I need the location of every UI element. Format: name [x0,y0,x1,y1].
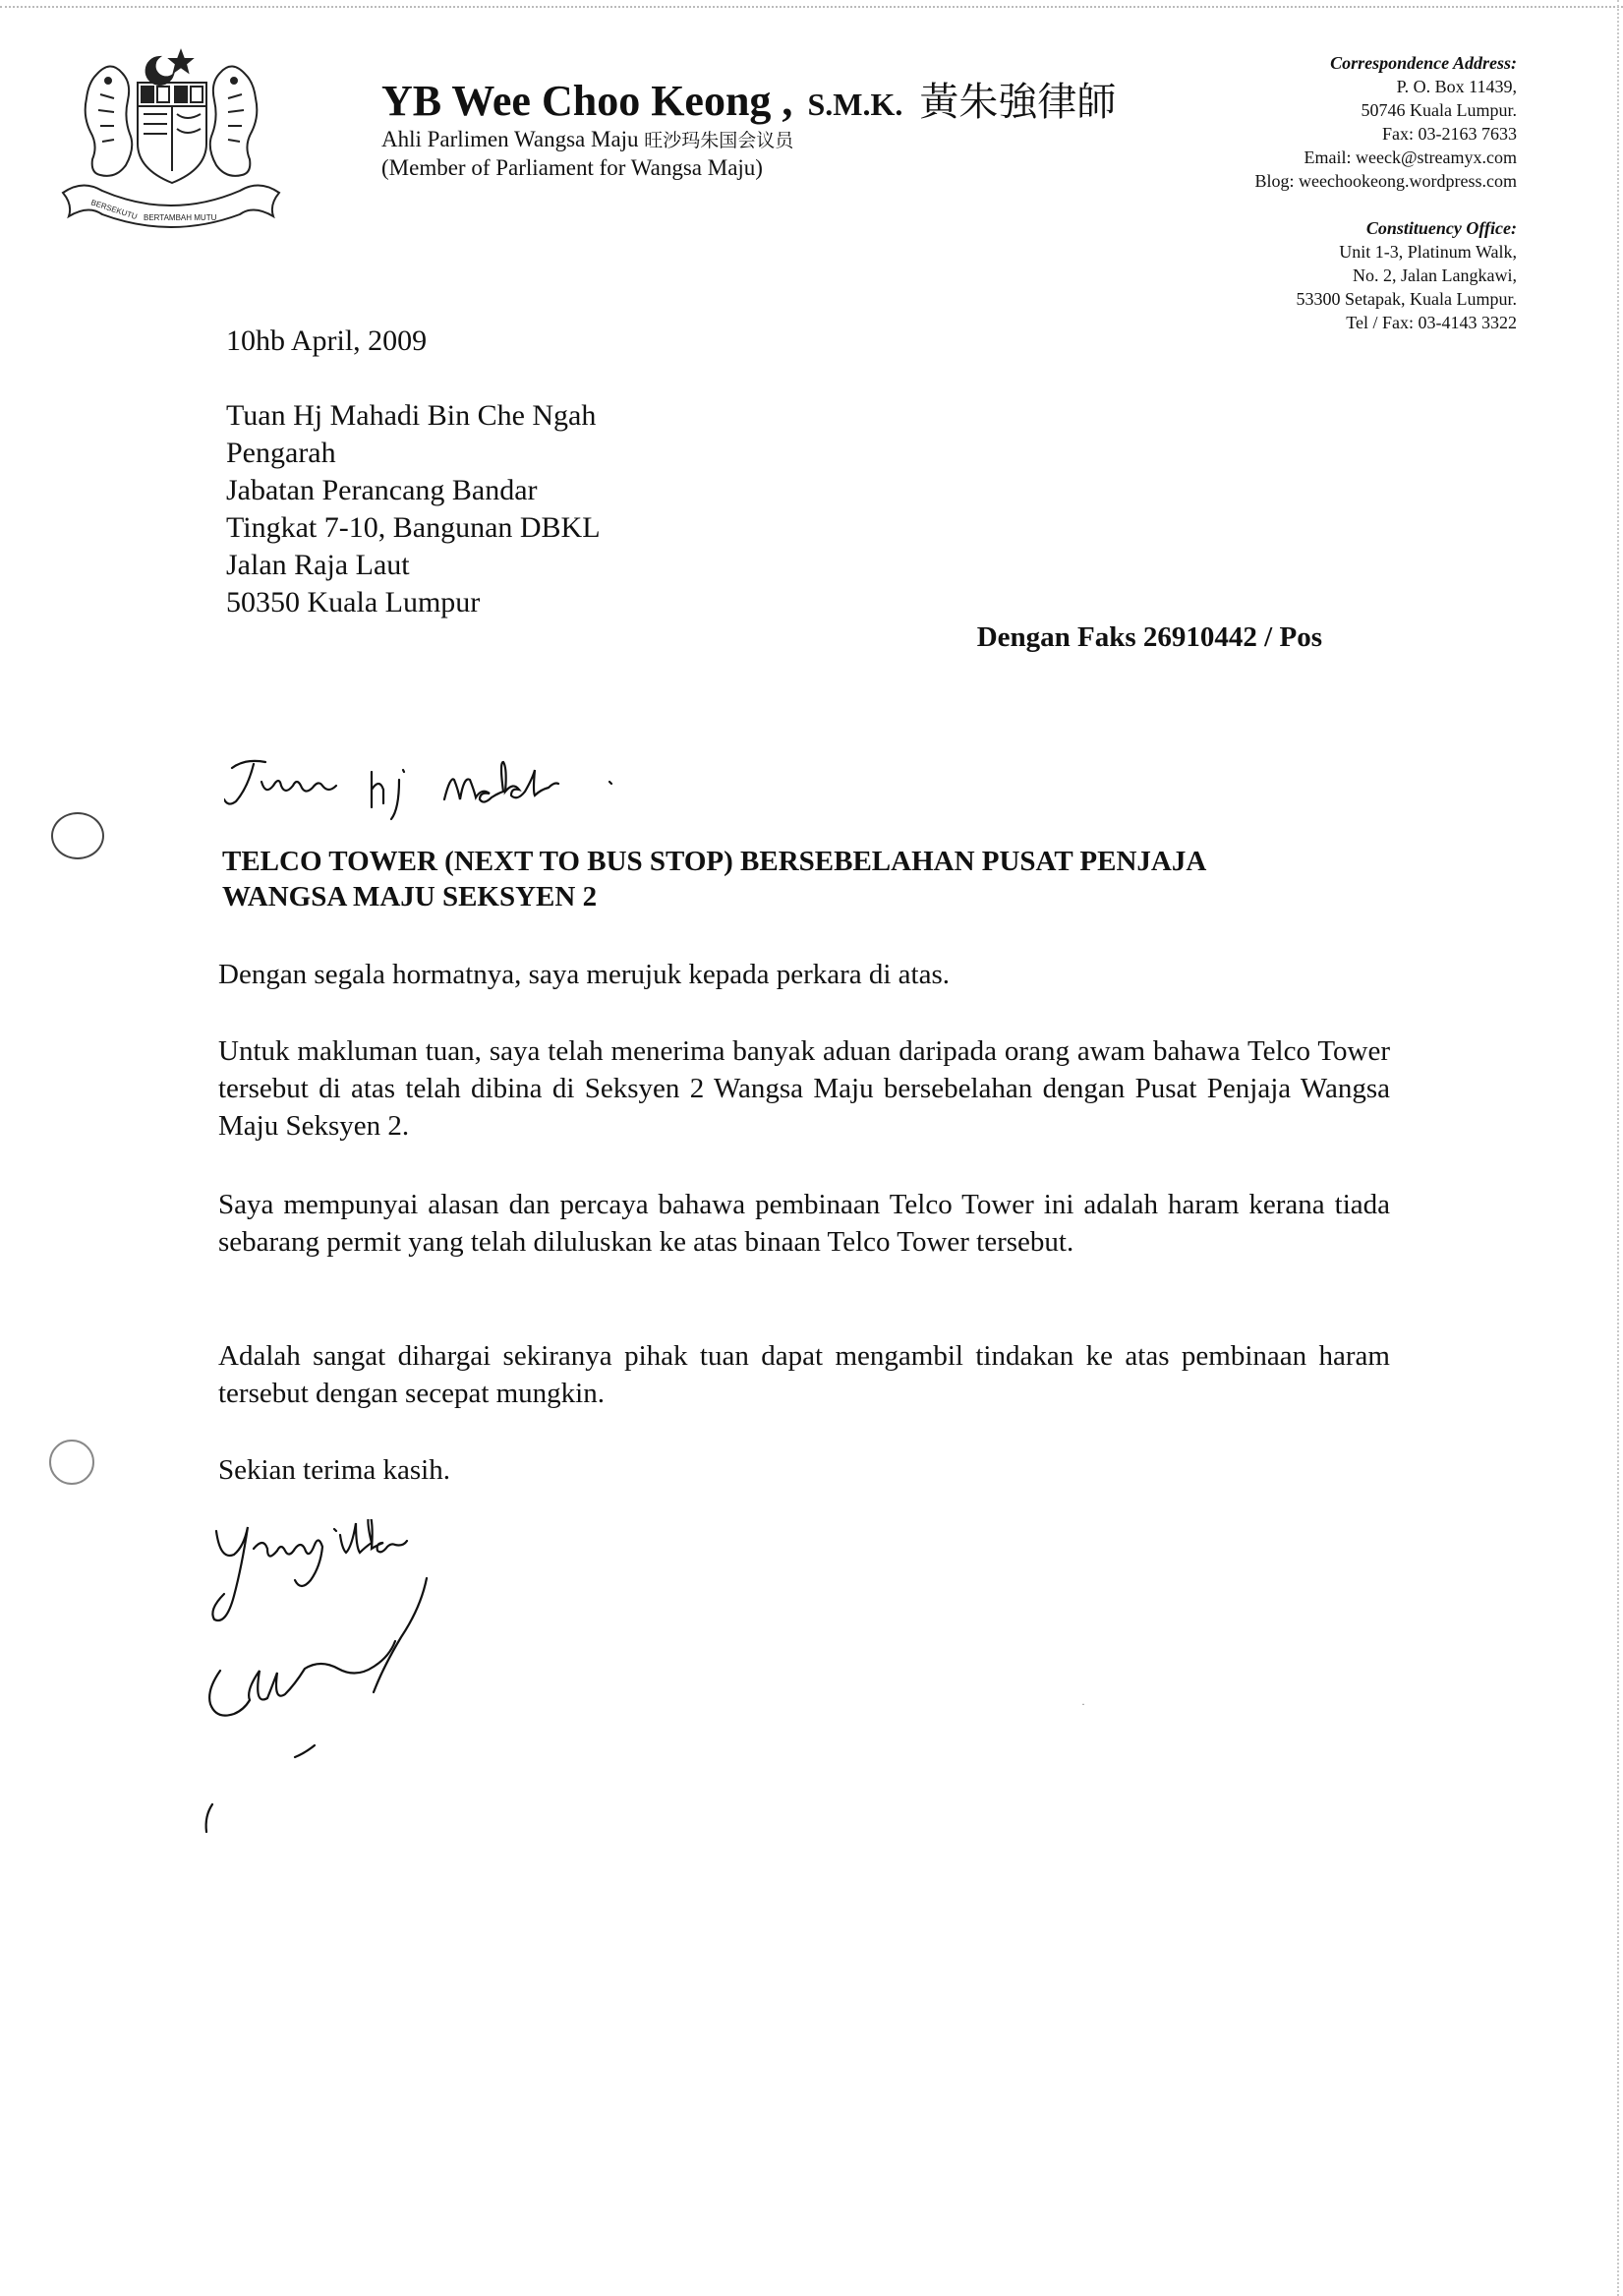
letterhead-subtitle-malay: Ahli Parlimen Wangsa Maju 旺沙玛朱国会议员 [381,127,794,151]
letterhead-subtitle-english: (Member of Parliament for Wangsa Maju) [381,155,763,180]
paragraph-request: Adalah sangat dihargai sekiranya pihak tuan dapat mengambil tindakan ke atas pembinaan haram tersebut dengan secepat mungkin. [218,1340,1390,1409]
malaysia-coat-of-arms-icon [57,45,285,232]
paragraph-complaint: Untuk makluman tuan, saya telah menerima banyak aduan daripada orang awam bahawa Telco Tower tersebut di atas telah dibina di Seksyen 2 Wangsa Maju bersebelahan dengan Pusat Penjaja Wangsa Maju Seksyen 2. [218,1035,1390,1142]
scan-edge-right [1617,0,1623,2296]
letterhead-name [381,71,1116,127]
paragraph-reason: Saya mempunyai alasan dan percaya bahawa pembinaan Telco Tower ini adalah haram kerana tiada sebarang permit yang telah diluluskan ke atas binaan Telco Tower tersebut. [218,1189,1390,1258]
scan-edge-top [0,0,1623,8]
recipient-line: Tuan Hj Mahadi Bin Che Ngah [226,399,597,432]
recipient-address [226,397,601,621]
mp-honorific: S.M.K. [807,87,903,122]
correspondence-address [1255,51,1517,193]
crest-motto-left: BERSEKUTU [89,198,139,222]
subject-line: TELCO TOWER (NEXT TO BUS STOP) BERSEBELAHAN PUSAT PENJAJA [222,846,1207,877]
subject-line: WANGSA MAJU SEKSYEN 2 [222,881,598,913]
delivery-method: Dengan Faks 26910442 / Pos [976,621,1322,653]
constituency-phone: Tel / Fax: 03-4143 3322 [1346,313,1517,332]
punch-hole [49,1440,94,1485]
scan-speck: · [1081,1697,1085,1711]
letter-subject [222,844,1392,914]
correspondence-fax: Fax: 03-2163 7633 [1382,124,1517,144]
recipient-line: Pengarah [226,437,336,469]
mp-name-chinese: 黃朱強律師 [919,80,1117,125]
correspondence-line: 50746 Kuala Lumpur. [1361,100,1517,120]
punch-hole [51,812,104,859]
correspondence-heading: Correspondence Address: [1330,53,1517,73]
recipient-line: Jalan Raja Laut [226,549,410,581]
letterhead-subtitle-chinese: 旺沙玛朱国会议员 [644,130,794,151]
mp-name: YB Wee Choo Keong , [381,77,793,125]
constituency-line: Unit 1-3, Platinum Walk, [1339,242,1517,262]
letter-date: 10hb April, 2009 [226,324,428,357]
constituency-line: 53300 Setapak, Kuala Lumpur. [1296,289,1517,309]
recipient-line: 50350 Kuala Lumpur [226,586,481,618]
constituency-line: No. 2, Jalan Langkawi, [1353,265,1517,285]
correspondence-email: Email: weeck@streamyx.com [1304,147,1517,167]
correspondence-blog: Blog: weechookeong.wordpress.com [1254,171,1517,191]
handwritten-salutation [224,742,735,821]
recipient-line: Jabatan Perancang Bandar [226,474,538,506]
paragraph-opening: Dengan segala hormatnya, saya merujuk kepada perkara di atas. [218,959,951,990]
handwritten-signature [197,1519,659,1854]
recipient-line: Tingkat 7-10, Bangunan DBKL [226,511,601,544]
constituency-office [1297,216,1517,334]
constituency-heading: Constituency Office: [1365,218,1517,238]
crest-motto-bottom: BERTAMBAH MUTU [144,213,217,222]
correspondence-line: P. O. Box 11439, [1396,77,1517,96]
paragraph-closing: Sekian terima kasih. [218,1454,450,1486]
